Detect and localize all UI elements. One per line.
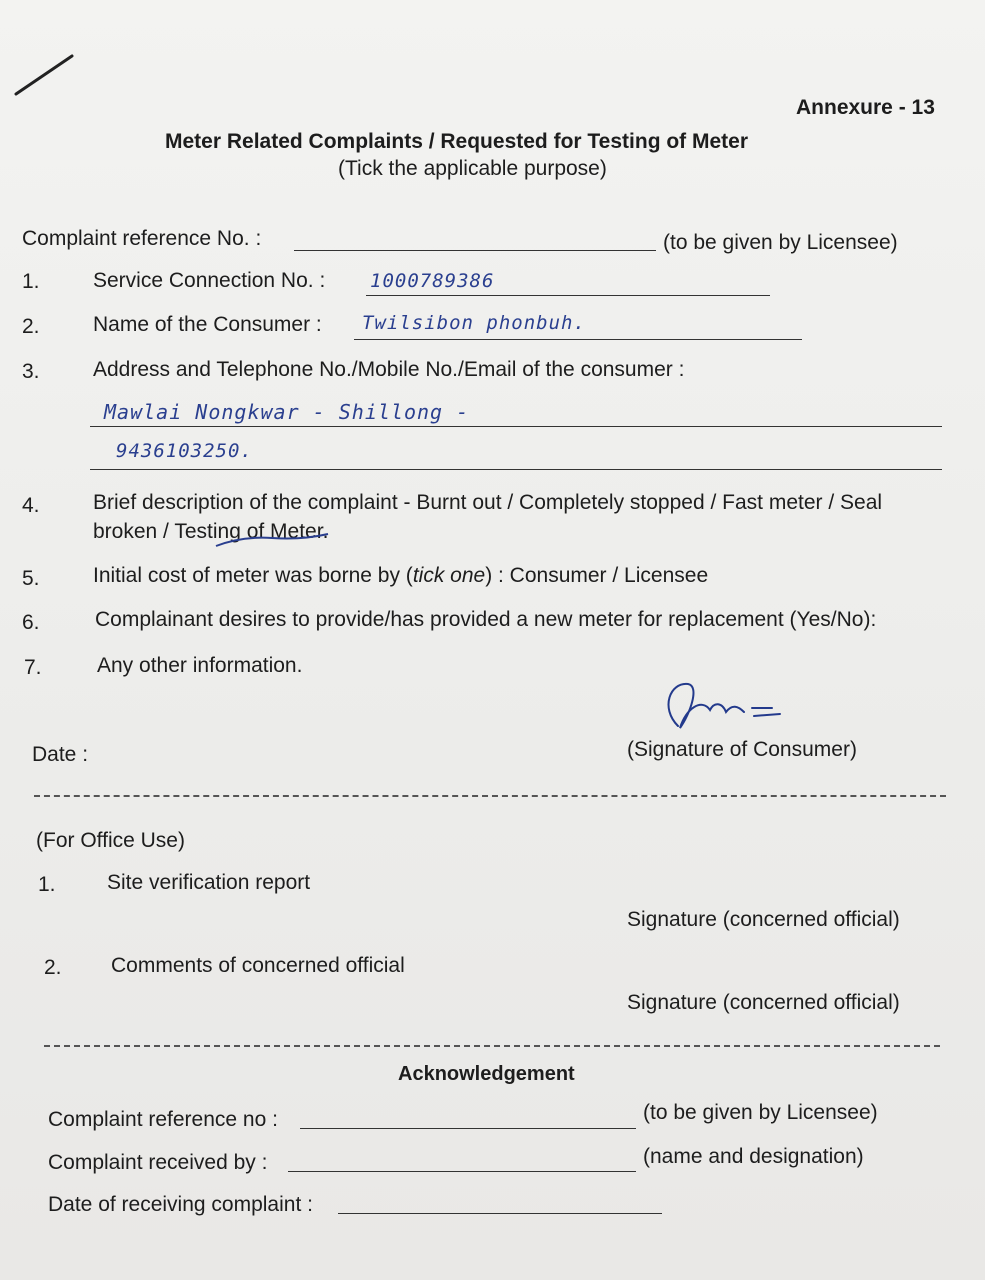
meter-cost-text: Initial cost of meter was borne by ( [93, 564, 413, 587]
date-label: Date : [32, 743, 89, 766]
item-number: 2. [22, 315, 40, 338]
service-connection-field[interactable] [366, 295, 770, 296]
replacement-meter-question: Complainant desires to provide/has provided a new meter for replacement (Yes/No): [95, 608, 877, 631]
ack-received-by-note: (name and designation) [643, 1145, 864, 1168]
item-number: 5. [22, 567, 40, 590]
complaint-description-line-2: broken / Testing of Meter. [93, 520, 329, 543]
form-title: Meter Related Complaints / Requested for Testing of Meter [165, 130, 749, 153]
divider-dashed [34, 795, 946, 797]
item-number: 2. [44, 956, 62, 979]
complaint-description-line-1: Brief description of the complaint - Burnt out / Completely stopped / Fast meter / Seal [93, 491, 883, 514]
complaint-ref-label: Complaint reference No. : [22, 227, 262, 250]
consumer-name-value: Twilsibon phonbuh. [362, 312, 586, 334]
official-signature-label: Signature (concerned official) [627, 908, 900, 931]
consumer-signature-label: (Signature of Consumer) [627, 738, 857, 761]
other-information-label: Any other information. [97, 654, 303, 677]
office-use-heading: (For Office Use) [36, 829, 185, 852]
consumer-signature-mark [640, 668, 800, 748]
service-connection-value: 1000789386 [370, 270, 495, 292]
address-value: Mawlai Nongkwar - Shillong - [104, 400, 470, 424]
official-signature-label: Signature (concerned official) [627, 991, 900, 1014]
form-subtitle: (Tick the applicable purpose) [338, 157, 607, 180]
address-field-line-2[interactable] [90, 469, 942, 470]
ack-received-by-field[interactable] [288, 1171, 636, 1172]
tick-one-text: tick one [412, 564, 486, 587]
item-number: 1. [38, 873, 56, 896]
address-field-line-1[interactable] [90, 426, 942, 427]
item-number: 6. [22, 611, 40, 634]
handwritten-strike-mark [212, 526, 332, 552]
item-number: 7. [24, 656, 42, 679]
consumer-name-label: Name of the Consumer : [93, 313, 322, 336]
complaint-ref-field[interactable] [294, 250, 656, 251]
ack-complaint-ref-note: (to be given by Licensee) [643, 1101, 878, 1124]
item-number: 3. [22, 360, 40, 383]
ack-complaint-ref-field[interactable] [300, 1128, 636, 1129]
service-connection-label: Service Connection No. : [93, 269, 326, 292]
address-label: Address and Telephone No./Mobile No./Email of the consumer : [93, 358, 685, 381]
consumer-name-field[interactable] [354, 339, 802, 340]
ack-complaint-ref-label: Complaint reference no : [48, 1108, 278, 1131]
site-verification-label: Site verification report [107, 871, 311, 894]
item-number: 4. [22, 494, 40, 517]
annexure-label: Annexure - 13 [796, 96, 935, 119]
meter-cost-options: ) : Consumer / Licensee [485, 564, 709, 587]
ack-date-field[interactable] [338, 1213, 662, 1214]
meter-cost-line [93, 564, 708, 588]
item-number: 1. [22, 270, 40, 293]
telephone-value: 9436103250. [116, 440, 253, 462]
divider-dashed [44, 1045, 940, 1047]
ack-received-by-label: Complaint received by : [48, 1151, 268, 1174]
official-comments-label: Comments of concerned official [111, 954, 405, 977]
acknowledgement-heading: Acknowledgement [398, 1063, 575, 1085]
complaint-ref-note: (to be given by Licensee) [663, 231, 898, 254]
tick-mark-icon [10, 50, 80, 100]
ack-date-label: Date of receiving complaint : [48, 1193, 313, 1216]
